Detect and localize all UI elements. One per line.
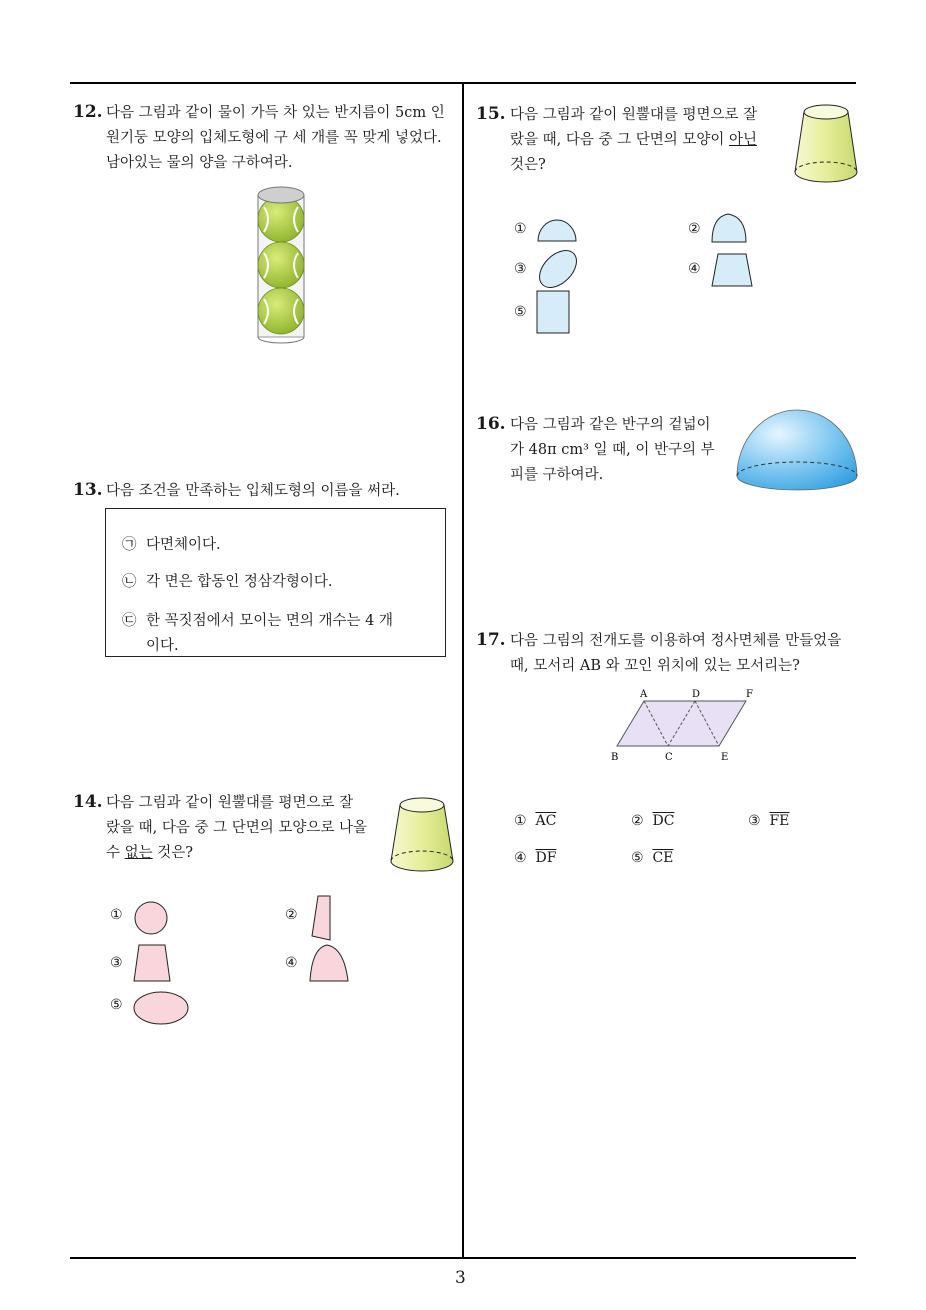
option-label: ② — [285, 907, 298, 923]
net-label-c: C — [665, 752, 673, 763]
condition-text: 다면체이다. — [146, 537, 221, 553]
ball — [258, 242, 304, 288]
option-5-ellipse-shape — [131, 989, 191, 1027]
option-4-trapezoid-shape — [709, 251, 755, 289]
question-text-line: 다음 그림과 같이 원뿔대를 평면으로 잘 — [510, 107, 758, 123]
net-label-f: F — [746, 689, 753, 700]
bottom-rule — [70, 1257, 856, 1259]
question-text-line: 때, 모서리 AB 와 꼬인 위치에 있는 모서리는? — [510, 658, 800, 674]
question-text-line: 피를 구하여라. — [510, 467, 604, 483]
option-label: ⑤ — [110, 997, 123, 1013]
question-text-line: 다음 그림과 같이 원뿔대를 평면으로 잘 — [106, 795, 354, 811]
question-text-line: 남아있는 물의 양을 구하여라. — [106, 155, 293, 171]
question-number: 15. — [476, 104, 506, 124]
option-item: ③ $\overline{FE}$ — [748, 813, 790, 829]
question-text-line: 것은? — [510, 157, 546, 173]
option-item: ④ $\overline{DF}$ — [514, 850, 557, 866]
net-label-b: B — [611, 752, 619, 763]
option-label: ④ — [285, 955, 298, 971]
option-label: ⑤ — [514, 304, 527, 320]
condition-mark: ㉡ — [122, 574, 137, 590]
option-label: ④ — [688, 261, 701, 277]
option-item: ② $\overline{DC}$ — [631, 813, 675, 829]
question-text-line: 수 없는 것은? — [106, 845, 194, 861]
column-divider — [462, 83, 464, 1257]
question-text-line: 원기둥 모양의 입체도형에 구 세 개를 꼭 맞게 넣었다. — [106, 130, 442, 146]
frustum-figure — [792, 102, 860, 188]
cylinder-with-balls-figure — [250, 182, 312, 344]
condition-mark: ㉢ — [122, 613, 137, 629]
question-text-line: 다음 그림과 같은 반구의 겉넓이 — [510, 417, 711, 433]
option-label: ③ — [110, 955, 123, 971]
question-text-line: 랐을 때, 다음 중 그 단면의 모양이 아닌 — [510, 132, 757, 148]
option-4-dome-shape — [306, 942, 352, 984]
option-3-ellipse-shape — [535, 246, 581, 292]
hemisphere-figure — [735, 404, 859, 496]
condition-text: 이다. — [146, 638, 179, 654]
tetrahedron-net-figure — [605, 686, 775, 766]
option-label: ② — [688, 221, 701, 237]
option-2-trapezoid-shape — [306, 893, 332, 943]
question-text-line: 랐을 때, 다음 중 그 단면의 모양으로 나올 — [106, 820, 367, 836]
question-text-line: 다음 조건을 만족하는 입체도형의 이름을 써라. — [106, 483, 400, 499]
option-2-arch-shape — [709, 211, 749, 245]
question-text-line: 다음 그림과 같이 물이 가득 차 있는 반지름이 5cm 인 — [106, 105, 445, 121]
net-label-a: A — [640, 689, 648, 700]
net-label-e: E — [721, 752, 729, 763]
net-label-d: D — [692, 689, 701, 700]
condition-mark: ㉠ — [122, 537, 137, 553]
question-number: 13. — [73, 480, 103, 500]
option-1-semicircle-shape — [535, 216, 579, 244]
option-item: ① $\overline{AC}$ — [514, 813, 557, 829]
option-1-circle-shape — [133, 900, 169, 936]
question-text-line: 다음 그림의 전개도를 이용하여 정사면체를 만들었을 — [510, 633, 842, 649]
option-label: ① — [110, 907, 123, 923]
ball — [258, 288, 304, 334]
option-label: ① — [514, 221, 527, 237]
condition-text: 각 면은 합동인 정삼각형이다. — [146, 574, 333, 590]
question-number: 12. — [73, 102, 103, 122]
option-item: ⑤ $\overline{CE}$ — [631, 850, 674, 866]
cylinder-top — [258, 187, 304, 203]
question-number: 16. — [476, 414, 506, 434]
question-number: 17. — [476, 630, 506, 650]
option-3-trapezoid-shape — [131, 942, 173, 984]
question-text-line: 가 48π cm³ 일 때, 이 반구의 부 — [510, 442, 715, 458]
page-number: 3 — [455, 1268, 466, 1288]
question-number: 14. — [73, 792, 103, 812]
option-label: ③ — [514, 261, 527, 277]
condition-text: 한 꼭짓점에서 모이는 면의 개수는 4 개 — [146, 613, 393, 629]
option-5-rectangle-shape — [535, 289, 573, 337]
frustum-figure — [388, 795, 456, 877]
